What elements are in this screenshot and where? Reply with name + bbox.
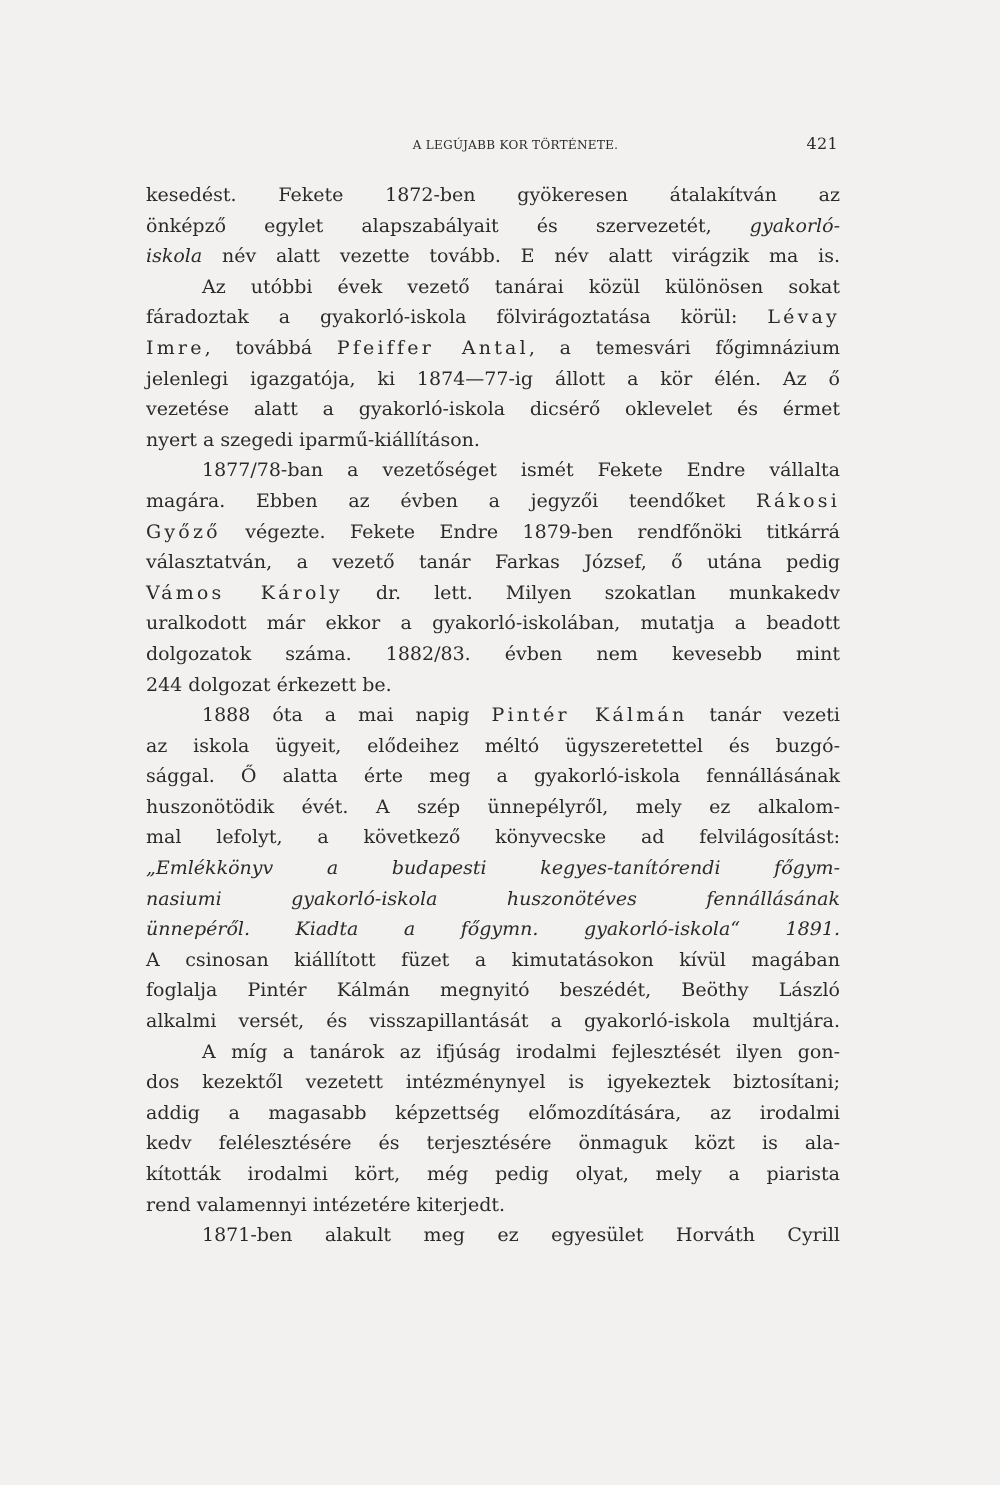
text-run: magára. Ebben az évben a jegyzői teendőket — [146, 489, 756, 512]
text-line — [146, 1067, 840, 1098]
text-line — [146, 425, 840, 456]
text-line — [146, 670, 840, 701]
text-run: név alatt vezette tovább. E név alatt virágzik ma is. — [202, 245, 840, 268]
text-line — [146, 792, 840, 823]
italic-text: nasiumi gyakorló-iskola huszonötéves fennállásának — [146, 887, 840, 910]
text-run: tanár vezeti — [687, 704, 840, 727]
text-run: , továbbá — [204, 336, 337, 359]
text-run: kedv felélesztésére és terjesztésére önmaguk közt is ala- — [146, 1132, 840, 1155]
running-head — [146, 128, 840, 164]
text-run: 1871-ben alakult meg ez egyesület Horváth Cyrill — [202, 1224, 840, 1247]
text-run: önképző egylet alapszabályait és szervezetét, — [146, 214, 750, 237]
text-run: uralkodott már ekkor a gyakorló-iskolában, mutatja a beadott — [146, 612, 840, 635]
text-line — [146, 608, 840, 639]
text-run: alkalmi versét, és visszapillantását a gyakorló-iskola multjára. — [146, 1010, 840, 1033]
text-run: foglalja Pintér Kálmán megnyitó beszédét, Beöthy László — [146, 979, 840, 1002]
text-line — [146, 975, 840, 1006]
text-line — [146, 486, 840, 517]
text-line — [146, 394, 840, 425]
text-run: mal lefolyt, a következő könyvecske ad felvilágosítást: — [146, 826, 840, 849]
text-line — [146, 1128, 840, 1159]
running-title: A LEGÚJABB KOR TÖRTÉNETE. — [412, 138, 619, 152]
text-line — [146, 731, 840, 762]
text-line — [146, 761, 840, 792]
spaced-name: Lévay — [767, 306, 840, 329]
text-line — [146, 914, 840, 945]
text-line — [146, 853, 840, 884]
body-text — [146, 180, 840, 1251]
text-run: addig a magasabb képzettség előmozdítására, az irodalmi — [146, 1101, 840, 1124]
text-line — [146, 241, 840, 272]
text-run: választatván, a vezető tanár Farkas József, ő utána pedig — [146, 551, 840, 574]
text-line — [146, 884, 840, 915]
italic-text: ünnepéről. Kiadta a főgymn. gyakorló-iskola“ 1891. — [146, 918, 840, 941]
text-run: fáradoztak a gyakorló-iskola fölvirágoztatása körül: — [146, 306, 768, 329]
text-run: végezte. Fekete Endre 1879-ben rendfőnöki titkárrá — [220, 520, 840, 543]
text-line — [146, 455, 840, 486]
spaced-name: Pintér Kálmán — [491, 704, 688, 727]
text-line — [146, 700, 840, 731]
text-run: dr. lett. Milyen szokatlan munkakedv — [342, 581, 840, 604]
text-line — [146, 211, 840, 242]
text-line — [146, 578, 840, 609]
text-run: kesedést. Fekete 1872-ben gyökeresen átalakítván az — [146, 184, 840, 206]
text-run: 1877/78-ban a vezetőséget ismét Fekete Endre vállalta — [202, 459, 840, 482]
text-line — [146, 1220, 840, 1251]
text-run: vezetése alatt a gyakorló-iskola dicsérő oklevelet és érmet — [146, 398, 840, 421]
text-run: dos kezektől vezetett intézménynyel is igyekeztek biztosítani; — [146, 1071, 840, 1094]
text-run: rend valamennyi intézetére kiterjedt. — [146, 1193, 506, 1216]
text-run: A csinosan kiállított füzet a kimutatásokon kívül magában — [146, 948, 840, 971]
text-run: 1888 óta a mai napig — [202, 704, 492, 727]
text-run: A míg a tanárok az ifjúság irodalmi fejlesztését ilyen gon- — [202, 1040, 840, 1063]
spaced-name: Vámos Károly — [146, 581, 343, 604]
text-run: jelenlegi igazgatója, ki 1874—77-ig állott a kör élén. Az ő — [146, 367, 840, 390]
text-line — [146, 639, 840, 670]
spaced-name: Pfeiffer Antal — [336, 336, 529, 359]
text-line — [146, 517, 840, 548]
text-line — [146, 822, 840, 853]
text-run: , a temesvári főgimnázium — [528, 336, 840, 359]
spaced-name: Rákosi — [755, 489, 840, 512]
italic-text: iskola — [146, 245, 203, 268]
text-line — [146, 272, 840, 303]
text-run: nyert a szegedi iparmű-kiállításon. — [146, 428, 480, 451]
text-run: sággal. Ő alatta érte meg a gyakorló-iskola fennállásának — [146, 765, 840, 788]
text-line — [146, 364, 840, 395]
text-line — [146, 945, 840, 976]
italic-text: „Emlékkönyv a budapesti kegyes-tanítórendi főgym- — [146, 857, 840, 880]
text-run: kították irodalmi kört, még pedig olyat, mely a piarista — [146, 1163, 840, 1185]
text-line — [146, 1098, 840, 1129]
text-run: 244 dolgozat érkezett be. — [146, 673, 392, 696]
page — [146, 128, 840, 1251]
text-run: dolgozatok száma. 1882/83. évben nem kevesebb mint — [146, 642, 840, 665]
spaced-name: Győző — [146, 520, 221, 543]
text-run: huszonötödik évét. A szép ünnepélyről, mely ez alkalom- — [146, 795, 840, 818]
text-run: az iskola ügyeit, elődeihez méltó ügyszeretettel és buzgó- — [146, 734, 840, 757]
text-line — [146, 1037, 840, 1068]
page-number: 421 — [806, 134, 838, 153]
italic-text: gyakorló- — [749, 214, 840, 237]
text-line — [146, 333, 840, 364]
spaced-name: Imre — [146, 336, 205, 359]
text-line — [146, 1159, 840, 1190]
text-run: Az utóbbi évek vezető tanárai közül különösen sokat — [202, 275, 840, 298]
text-line — [146, 180, 840, 211]
text-line — [146, 1190, 840, 1221]
text-line — [146, 1006, 840, 1037]
text-line — [146, 302, 840, 333]
text-line — [146, 547, 840, 578]
